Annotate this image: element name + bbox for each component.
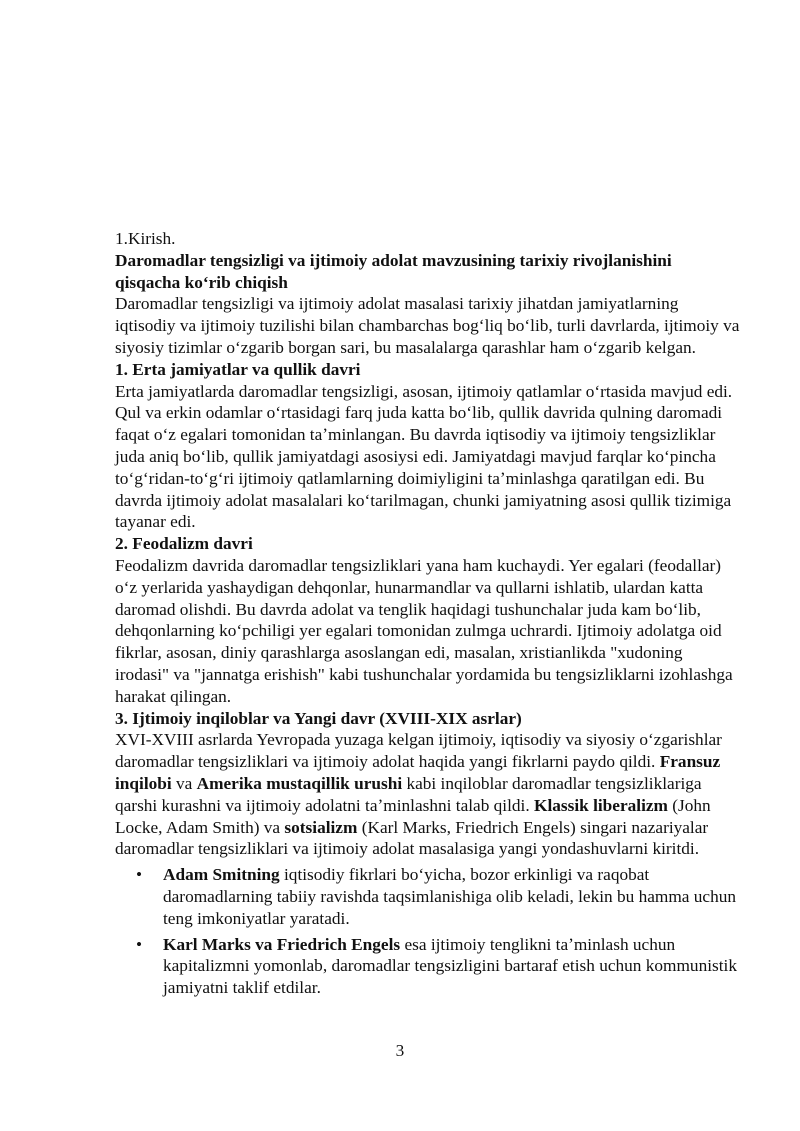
list-item-bold: Karl Marks va Friedrich Engels bbox=[163, 934, 401, 954]
section-3-heading: 3. Ijtimoiy inqiloblar va Yangi davr (XVIII-XIX asrlar) bbox=[115, 708, 522, 728]
section-3-bold-4: sotsializm bbox=[284, 817, 358, 837]
section-3-bold-3: Klassik liberalizm bbox=[534, 795, 668, 815]
section-3-bold-1: Fransuz inqilobi bbox=[115, 752, 721, 793]
section-3-text-1: XVI-XVIII asrlarda Yevropada yuzaga kelgan ijtimoiy, iqtisodiy va siyosiy oʻzgarishlar daromadlar tengsizliklari va ijtimoiy adolat haqida yangi fikrlarni paydo qildi. bbox=[115, 730, 722, 772]
section-1-paragraph: Erta jamiyatlarda daromadlar tengsizligi, asosan, ijtimoiy qatlamlar oʻrtasida mavjud edi. Qul va erkin odamlar oʻrtasidagi farq juda katta boʻlib, qullik davrida qulning daromadi faqat oʻz egalari tomonidan taʼminlangan. Bu davrda iqtisodiy va ijtimoiy tengsizliklar juda aniq boʻlib, qullik jamiyatdagi asosiysi edi. Jamiyatdagi mavjud farqlar koʻpincha toʻgʻridan-toʻgʻri ijtimoiy qatlamlarning doimiyligini taʼminlashga qaratilgan edi. Bu davrda ijtimoiy adolat masalalari koʻtarilmagan, chunki jamiyatning asosi qullik tizimiga tayanar edi. bbox=[115, 381, 733, 532]
page-content bbox=[115, 228, 740, 999]
list-item-bold: Adam Smitning bbox=[163, 865, 280, 885]
section-3-text-2: va bbox=[171, 773, 197, 793]
bullet-marker: • bbox=[136, 934, 143, 954]
bullet-list bbox=[115, 864, 740, 999]
page-number: 3 bbox=[395, 1041, 405, 1060]
section-1-heading: 1. Erta jamiyatlar va qullik davri bbox=[115, 359, 361, 379]
section-3-text-3: kabi inqiloblar daromadlar tengsizliklariga qarshi kurashni va ijtimoiy adolatni taʼminlashni talab qildi. bbox=[115, 773, 702, 815]
list-item bbox=[115, 934, 740, 999]
list-item-text: esa ijtimoiy tenglikni taʼminlash uchun kapitalizmni yomonlab, daromadlar tengsizligini bartaraf etish uchun kommunistik jamiyatni taklif etdilar. bbox=[163, 934, 737, 998]
list-item bbox=[115, 864, 740, 929]
section-3-text-5: (Karl Marks, Friedrich Engels) singari nazariyalar daromadlar tengsizliklari va ijtimoiy adolat masalasiga yangi yondashuvlarni kiritdi. bbox=[115, 817, 709, 859]
section-2-heading: 2. Feodalizm davri bbox=[115, 534, 253, 554]
bullet-marker: • bbox=[136, 865, 143, 885]
list-item-text: iqtisodiy fikrlari boʻyicha, bozor erkinligi va raqobat daromadlarning tabiiy ravishda taqsimlanishiga olib keladi, lekin bu hamma uchun teng imkoniyatlar yaratadi. bbox=[163, 865, 737, 928]
main-heading: Daromadlar tengsizligi va ijtimoiy adolat mavzusining tarixiy rivojlanishini qisqacha koʻrib chiqish bbox=[115, 250, 672, 292]
section-3-bold-2: Amerika mustaqillik urushi bbox=[196, 773, 403, 793]
intro-label: 1.Kirish. bbox=[115, 229, 176, 248]
intro-paragraph: Daromadlar tengsizligi va ijtimoiy adolat masalasi tarixiy jihatdan jamiyatlarning iqtisodiy va ijtimoiy tuzilishi bilan chambarchas bogʻliq boʻlib, turli davrlarda, ijtimoiy va siyosiy tizimlar oʻzgarib borgan sari, bu masalalarga qarashlar ham oʻzgarib kelgan. bbox=[115, 294, 740, 357]
section-2-paragraph: Feodalizm davrida daromadlar tengsizliklari yana ham kuchaydi. Yer egalari (feodallar) oʻz yerlarida yashaydigan dehqonlar, hunarmandlar va qullarni ishlatib, ulardan katta daromad olishdi. Bu davrda adolat va tenglik haqidagi tushunchalar juda kam boʻlib, dehqonlarning koʻpchiligi yer egalari tomonidan zulmga uchrardi. Ijtimoiy adolatga oid fikrlar, asosan, diniy qarashlarga asoslangan edi, masalan, xristianlikda "xudoning irodasi" va "jannatga erishish" kabi tushunchalar yordamida bu tengsizliklarni izohlashga harakat qilingan. bbox=[115, 555, 733, 706]
section-3-text-4: (John Locke, Adam Smith) va bbox=[115, 795, 711, 837]
section-3-paragraph bbox=[115, 729, 740, 860]
